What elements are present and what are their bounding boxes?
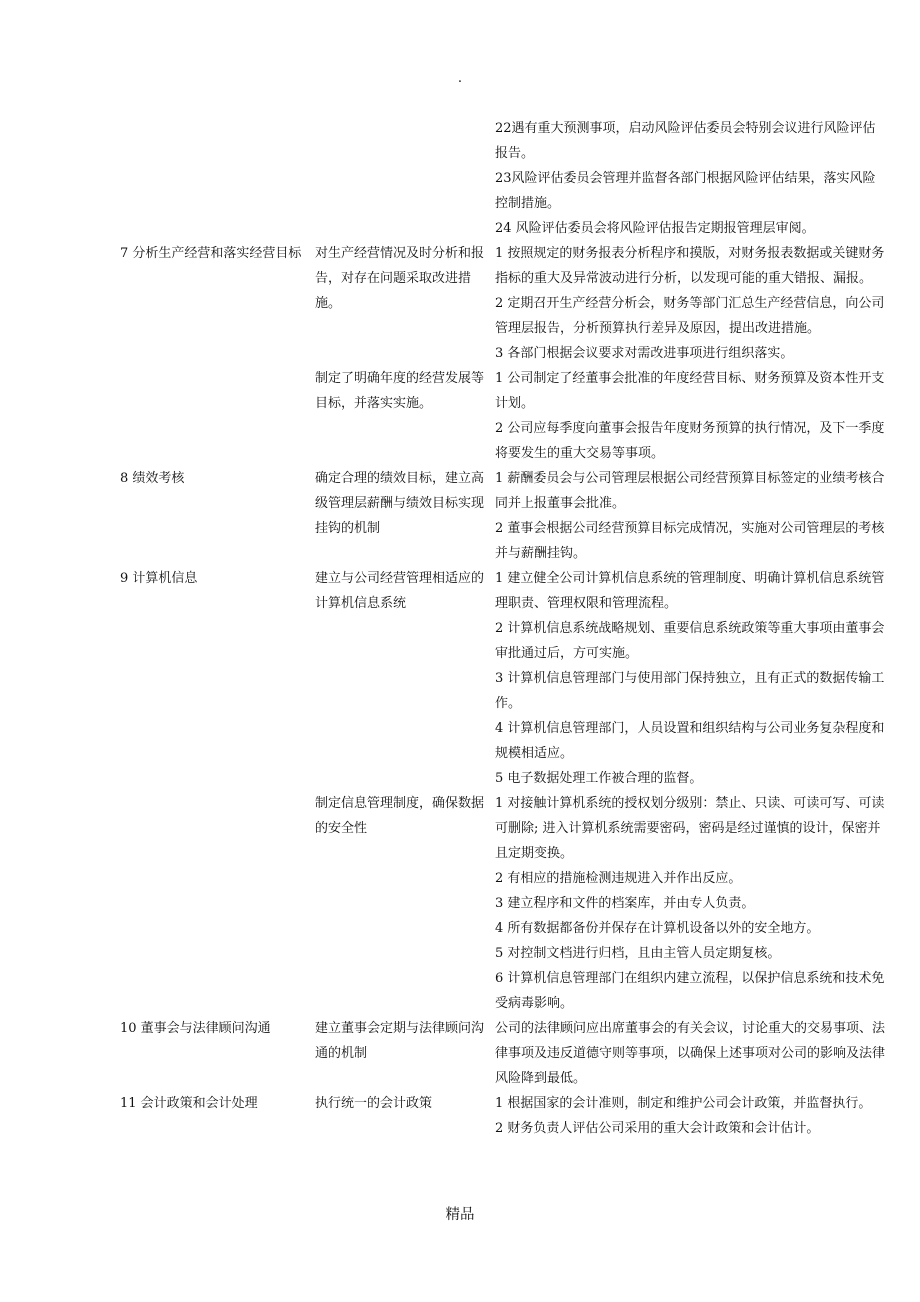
table-row	[0, 1016, 920, 1091]
control-measure-item: 5 电子数据处理工作被合理的监督。	[495, 771, 703, 786]
objective-group	[0, 466, 920, 566]
table-row	[0, 1091, 920, 1141]
control-measure-item: 6 计算机信息管理部门在组织内建立流程，以保护信息系统和技术免受病毒影响。	[495, 971, 885, 1011]
control-objective: 对生产经营情况及时分析和报告，对存在问题采取改进措施。	[315, 246, 485, 311]
control-measures-list	[495, 1091, 887, 1141]
control-measures-list	[495, 116, 887, 241]
control-measure-item: 1 薪酬委员会与公司管理层根据公司经营预算目标签定的业绩考核合同并上报董事会批准。	[495, 471, 885, 511]
table-row	[0, 241, 920, 466]
control-measure-item: 3 计算机信息管理部门与使用部门保持独立，且有正式的数据传输工作。	[495, 671, 885, 711]
control-measure-item: 2 董事会根据公司经营预算目标完成情况，实施对公司管理层的考核并与薪酬挂钩。	[495, 521, 885, 561]
row-category: 11 会计政策和会计处理	[120, 1096, 258, 1111]
control-objective: 建立与公司经营管理相适应的计算机信息系统	[315, 571, 485, 611]
control-measures-list	[495, 791, 887, 1016]
table-row	[0, 466, 920, 566]
control-measure-item: 1 按照规定的财务报表分析程序和摸版，对财务报表数据或关键财务指标的重大及异常波动进行分析，以发现可能的重大错报、漏报。	[495, 246, 885, 286]
control-measure-item: 1 建立健全公司计算机信息系统的管理制度、明确计算机信息系统管理职责、管理权限和管理流程。	[495, 571, 885, 611]
control-measure-item: 3 各部门根据会议要求对需改进事项进行组织落实。	[495, 346, 794, 361]
objective-group	[0, 1016, 920, 1091]
control-objective: 制定了明确年度的经营发展等目标，并落实实施。	[315, 371, 485, 411]
control-objective: 确定合理的绩效目标，建立高级管理层薪酬与绩效目标实现挂钩的机制	[315, 471, 485, 536]
control-measure-item: 1 公司制定了经董事会批准的年度经营目标、财务预算及资本性开支计划。	[495, 371, 885, 411]
control-measure-item: 公司的法律顾问应出席董事会的有关会议，讨论重大的交易事项、法律事项及违反道德守则等事项，以确保上述事项对公司的影响及法律风险降到最低。	[495, 1021, 886, 1086]
control-matrix-table	[0, 116, 920, 1141]
row-category: 10 董事会与法律顾问沟通	[120, 1021, 271, 1036]
page-footer: 精品	[445, 1207, 475, 1223]
objective-group	[0, 116, 920, 241]
objective-group	[0, 366, 920, 466]
objective-group	[0, 791, 920, 1016]
objective-group	[0, 241, 920, 366]
control-objective: 建立董事会定期与法律顾问沟通的机制	[315, 1021, 485, 1061]
control-objective: 执行统一的会计政策	[315, 1096, 433, 1111]
table-row	[0, 566, 920, 1016]
control-measure-item: 2 有相应的措施检测违规进入并作出反应。	[495, 871, 742, 886]
control-measure-item: 24 风险评估委员会将风险评估报告定期报管理层审阅。	[495, 221, 815, 236]
control-measures-list	[495, 466, 887, 566]
control-measure-item: 22遇有重大预测事项，启动风险评估委员会特别会议进行风险评估报告。	[495, 121, 876, 161]
control-measures-list	[495, 241, 887, 366]
objective-group	[0, 1091, 920, 1141]
control-measure-item: 23风险评估委员会管理并监督各部门根据风险评估结果，落实风险控制措施。	[495, 171, 876, 211]
control-measure-item: 2 定期召开生产经营分析会，财务等部门汇总生产经营信息，向公司管理层报告，分析预算执行差异及原因，提出改进措施。	[495, 296, 885, 336]
control-measures-list	[495, 1016, 887, 1091]
objective-group	[0, 566, 920, 791]
control-measures-list	[495, 366, 887, 466]
control-measure-item: 2 计算机信息系统战略规划、重要信息系统政策等重大事项由董事会审批通过后，方可实施。	[495, 621, 885, 661]
control-measure-item: 4 所有数据都备份并保存在计算机设备以外的安全地方。	[495, 921, 820, 936]
control-measures-list	[495, 566, 887, 791]
table-row	[0, 116, 920, 241]
row-category: 8 绩效考核	[120, 471, 185, 486]
control-measure-item: 3 建立程序和文件的档案库，并由专人负责。	[495, 896, 755, 911]
control-measure-item: 2 财务负责人评估公司采用的重大会计政策和会计估计。	[495, 1121, 820, 1136]
control-measure-item: 1 对接触计算机系统的授权划分级别：禁止、只读、可读可写、可读可删除; 进入计算机系统需要密码，密码是经过谨慎的设计，保密并且定期变换。	[495, 796, 885, 861]
control-objective: 制定信息管理制度，确保数据的安全性	[315, 796, 485, 836]
row-category: 9 计算机信息	[120, 571, 198, 586]
control-measure-item: 5 对控制文档进行归档，且由主管人员定期复核。	[495, 946, 781, 961]
control-measure-item: 1 根据国家的会计准则，制定和维护公司会计政策，并监督执行。	[495, 1096, 872, 1111]
control-measure-item: 4 计算机信息管理部门，人员设置和组织结构与公司业务复杂程度和规模相适应。	[495, 721, 885, 761]
row-category: 7 分析生产经营和落实经营目标	[120, 246, 302, 261]
control-measure-item: 2 公司应每季度向董事会报告年度财务预算的执行情况，及下一季度将要发生的重大交易等事项。	[495, 421, 885, 461]
page-header-dot: .	[457, 71, 463, 86]
